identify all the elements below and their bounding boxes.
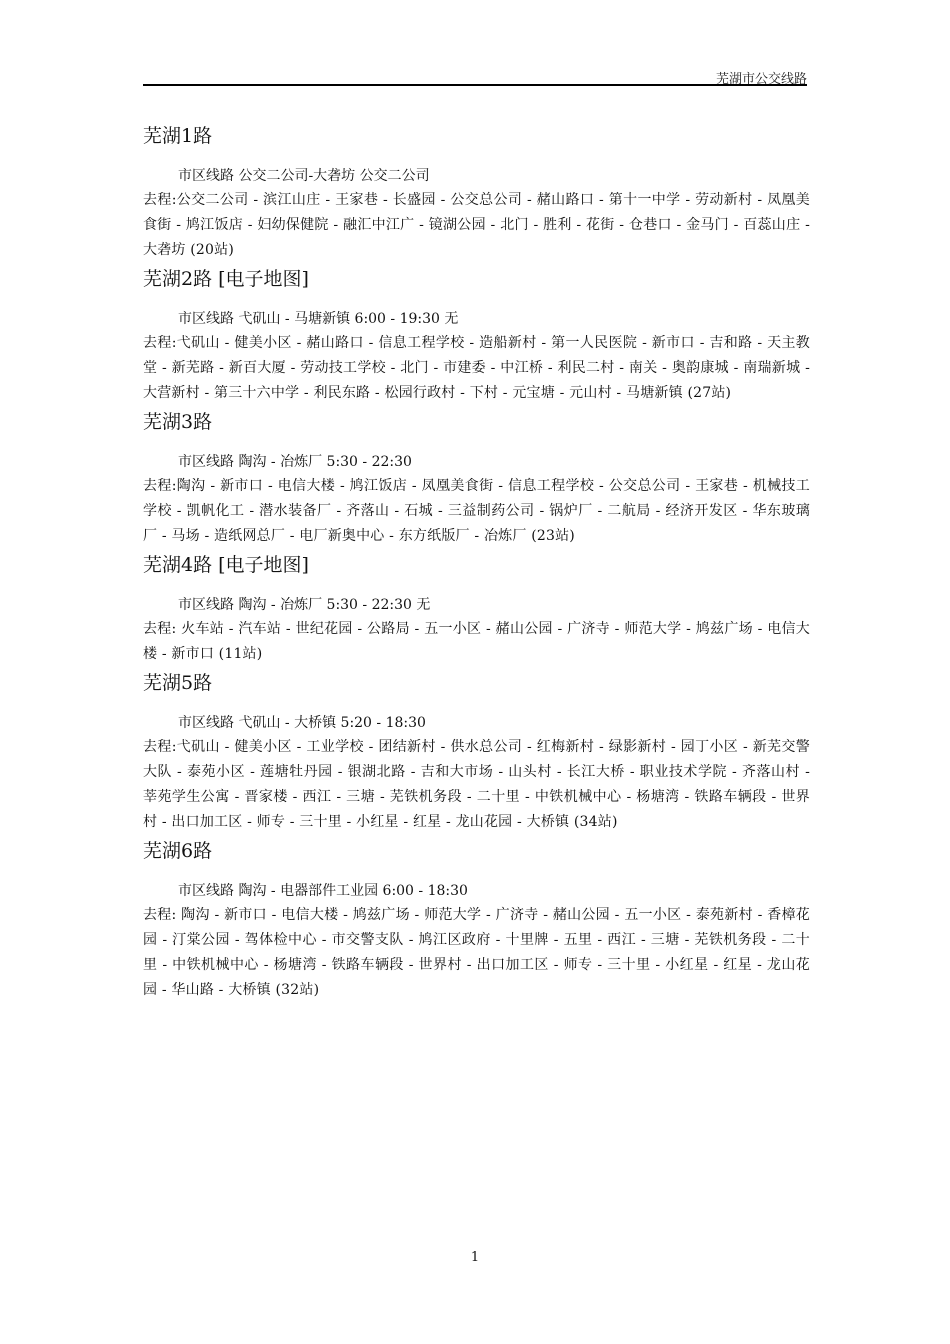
- route-list: [143, 122, 810, 1005]
- route-section: [143, 837, 810, 1003]
- route-title: 芜湖6路: [143, 840, 213, 862]
- header-rule: [143, 84, 807, 86]
- route-info: 市区线路 陶沟 - 电器部件工业园 6:00 - 18:30: [178, 883, 468, 899]
- route-stops: 去程:陶沟 - 新市口 - 电信大楼 - 鸠江饭店 - 凤凰美食街 - 信息工程学校 - 公交总公司 - 王家巷 - 机械技工学校 - 凯帆化工 - 潜水装备厂 - 齐落山 - 石城 - 三益制药公司 - 锅炉厂 - 二航局 - 经济开发区 - 华东玻璃厂 - 马场 - 造纸网总厂 - 电厂新奥中心 - 东方纸版厂 - 冶炼厂 (23站): [143, 478, 810, 544]
- route-section: [143, 265, 810, 406]
- route-stops: 去程:弋矶山 - 健美小区 - 赭山路口 - 信息工程学校 - 造船新村 - 第一人民医院 - 新市口 - 吉和路 - 天主教堂 - 新芜路 - 新百大厦 - 劳动技工学校 - 北门 - 市建委 - 中江桥 - 利民二村 - 南关 - 奥韵康城 - 南瑞新城 - 大营新村 - 第三十六中学 - 利民东路 - 松园行政村 - 下村 - 元宝塘 - 元山村 - 马塘新镇 (27站): [143, 335, 810, 401]
- route-title: 芜湖4路 [电子地图]: [143, 554, 309, 576]
- route-section: [143, 408, 810, 549]
- route-title: 芜湖5路: [143, 672, 213, 694]
- route-info: 市区线路 公交二公司-大砻坊 公交二公司: [178, 168, 430, 184]
- route-stops: 去程: 陶沟 - 新市口 - 电信大楼 - 鸠兹广场 - 师范大学 - 广济寺 - 赭山公园 - 五一小区 - 泰苑新村 - 香樟花园 - 汀棠公园 - 驾体检中心 - 市交警支队 - 鸠江区政府 - 十里牌 - 五里 - 西江 - 三塘 - 芜铁机务段 - 二十里 - 中铁机械中心 - 杨塘湾 - 铁路车辆段 - 世界村 - 出口加工区 - 师专 - 三十里 - 小红星 - 红星 - 龙山花园 - 华山路 - 大桥镇 (32站): [143, 907, 810, 998]
- route-info: 市区线路 陶沟 - 冶炼厂 5:30 - 22:30 无: [178, 597, 431, 613]
- running-header: 芜湖市公交线路: [715, 72, 807, 87]
- route-section: [143, 669, 810, 835]
- route-stops: 去程: 火车站 - 汽车站 - 世纪花园 - 公路局 - 五一小区 - 赭山公园 - 广济寺 - 师范大学 - 鸠兹广场 - 电信大楼 - 新市口 (11站): [143, 621, 810, 662]
- route-title: 芜湖3路: [143, 411, 213, 433]
- route-info: 市区线路 弋矶山 - 大桥镇 5:20 - 18:30: [178, 715, 426, 731]
- route-title: 芜湖2路 [电子地图]: [143, 268, 309, 290]
- route-info: 市区线路 陶沟 - 冶炼厂 5:30 - 22:30: [178, 454, 412, 470]
- route-stops: 去程:公交二公司 - 滨江山庄 - 王家巷 - 长盛园 - 公交总公司 - 赭山路口 - 第十一中学 - 劳动新村 - 凤凰美食街 - 鸠江饭店 - 妇幼保健院 - 融汇中江广 - 镜湖公园 - 北门 - 胜利 - 花街 - 仓巷口 - 金马门 - 百蕊山庄 - 大砻坊 (20站): [143, 192, 810, 258]
- route-stops: 去程:弋矶山 - 健美小区 - 工业学校 - 团结新村 - 供水总公司 - 红梅新村 - 绿影新村 - 园丁小区 - 新芜交警大队 - 泰苑小区 - 莲塘牡丹园 - 银湖北路 - 吉和大市场 - 山头村 - 长江大桥 - 职业技术学院 - 齐落山村 - 莘苑学生公寓 - 晋家楼 - 西江 - 三塘 - 芜铁机务段 - 二十里 - 中铁机械中心 - 杨塘湾 - 铁路车辆段 - 世界村 - 出口加工区 - 师专 - 三十里 - 小红星 - 红星 - 龙山花园 - 大桥镇 (34站): [143, 739, 810, 830]
- route-title: 芜湖1路: [143, 125, 213, 147]
- page-number: 1: [470, 1250, 480, 1265]
- route-section: [143, 122, 810, 263]
- route-section: [143, 551, 810, 667]
- route-info: 市区线路 弋矶山 - 马塘新镇 6:00 - 19:30 无: [178, 311, 459, 327]
